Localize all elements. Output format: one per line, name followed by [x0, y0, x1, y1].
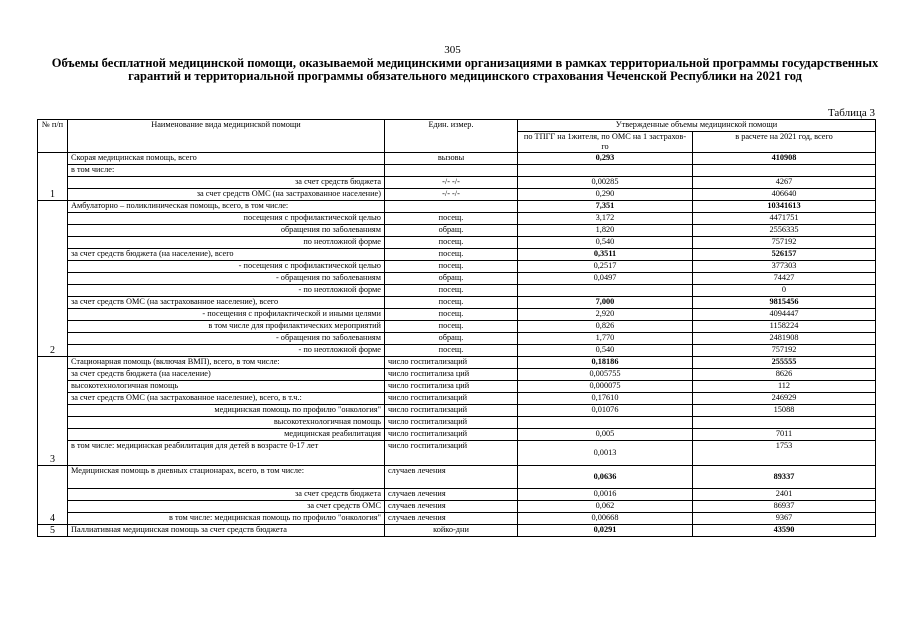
table-row [38, 213, 876, 225]
row-value-total: 7011 [693, 429, 876, 441]
row-name: в том числе: медицинская помощь по профилю "онкология" [68, 513, 385, 525]
row-name: медицинская реабилитация [68, 429, 385, 441]
row-value-per-capita: 0,005755 [518, 369, 693, 381]
row-unit: обращ. [385, 225, 518, 237]
table-row [38, 417, 876, 429]
table-row [38, 201, 876, 213]
row-value-total: 255555 [693, 357, 876, 369]
table-row [38, 309, 876, 321]
row-value-total: 1158224 [693, 321, 876, 333]
row-value-total: 406640 [693, 189, 876, 201]
row-name: обращения по заболеваниям [68, 225, 385, 237]
row-value-per-capita: 0,00668 [518, 513, 693, 525]
row-unit: число госпитализаций [385, 441, 518, 466]
row-value-total: 43590 [693, 525, 876, 537]
table-row [38, 501, 876, 513]
table-row [38, 177, 876, 189]
table-row [38, 261, 876, 273]
row-unit: число госпитализа ций [385, 369, 518, 381]
row-value-per-capita: 7,351 [518, 201, 693, 213]
header-num: № п/п [38, 120, 68, 153]
row-unit: случаев лечения [385, 489, 518, 501]
row-value-total: 757192 [693, 237, 876, 249]
document-title: Объемы бесплатной медицинской помощи, оказываемой медицинскими организациями в рамках территориальной программы государственных гарантий и территориальной программы обязательного медицинского страхования Чеченской Республики на 2021 год [51, 56, 879, 83]
table-row [38, 345, 876, 357]
row-value-total: 410908 [693, 153, 876, 165]
row-value-per-capita: 0,00285 [518, 177, 693, 189]
page-number: 305 [444, 44, 461, 56]
row-value-total: 10341613 [693, 201, 876, 213]
table-row [38, 513, 876, 525]
table-row [38, 489, 876, 501]
row-unit: число госпитализаций [385, 357, 518, 369]
table-row [38, 297, 876, 309]
row-name: Паллиативная медицинская помощь за счет средств бюджета [68, 525, 385, 537]
section-number: 3 [38, 357, 68, 466]
row-unit [385, 165, 518, 177]
row-unit: обращ. [385, 273, 518, 285]
row-value-total: 2556335 [693, 225, 876, 237]
row-name: за счет средств ОМС (на застрахованное население), всего [68, 297, 385, 309]
row-unit: посещ. [385, 237, 518, 249]
row-name: за счет средств бюджета (на население) [68, 369, 385, 381]
table-row [38, 153, 876, 165]
row-value-per-capita: 0,3511 [518, 249, 693, 261]
table-header-row [38, 120, 876, 132]
row-unit: обращ. [385, 333, 518, 345]
row-name: за счет средств ОМС (на застрахованное население) [68, 189, 385, 201]
section-number: 2 [38, 201, 68, 357]
row-name: - посещения с профилактической целью [68, 261, 385, 273]
row-value-per-capita: 0,01076 [518, 405, 693, 417]
row-value-per-capita: 0,18186 [518, 357, 693, 369]
row-value-per-capita: 2,920 [518, 309, 693, 321]
header-unit: Един. измер. [385, 120, 518, 153]
row-value-total: 9367 [693, 513, 876, 525]
row-value-per-capita [518, 417, 693, 429]
row-unit: посещ. [385, 285, 518, 297]
row-name: - обращения по заболеваниям [68, 333, 385, 345]
row-name: за счет средств бюджета (на население), всего [68, 249, 385, 261]
row-value-total: 2401 [693, 489, 876, 501]
row-value-per-capita: 0,0016 [518, 489, 693, 501]
row-unit: посещ. [385, 261, 518, 273]
row-value-total [693, 165, 876, 177]
table-row [38, 393, 876, 405]
row-name: Стационарная помощь (включая ВМП), всего, в том числе: [68, 357, 385, 369]
row-unit: число госпитализа ций [385, 381, 518, 393]
table-row [38, 165, 876, 177]
row-unit: число госпитализаций [385, 417, 518, 429]
header-volumes: Утвержденные объемы медицинской помощи [518, 120, 876, 132]
row-name: за счет средств ОМС [68, 501, 385, 513]
row-unit: посещ. [385, 345, 518, 357]
row-name: - по неотложной форме [68, 345, 385, 357]
row-name: медицинская помощь по профилю "онкология" [68, 405, 385, 417]
row-value-total: 377303 [693, 261, 876, 273]
row-value-total: 9815456 [693, 297, 876, 309]
row-unit: посещ. [385, 309, 518, 321]
row-value-per-capita: 0,540 [518, 237, 693, 249]
table-row [38, 333, 876, 345]
row-value-total: 4267 [693, 177, 876, 189]
row-unit: -/- -/- [385, 177, 518, 189]
table-row [38, 225, 876, 237]
table-row [38, 273, 876, 285]
row-value-total: 4094447 [693, 309, 876, 321]
section-number: 4 [38, 466, 68, 525]
table-label: Таблица 3 [827, 107, 875, 119]
table-row [38, 525, 876, 537]
row-value-total [693, 417, 876, 429]
row-name: в том числе: [68, 165, 385, 177]
row-value-per-capita: 0,17610 [518, 393, 693, 405]
table-row [38, 285, 876, 297]
row-name: высокотехнологичная помощь [68, 417, 385, 429]
row-value-total: 8626 [693, 369, 876, 381]
table-row [38, 249, 876, 261]
header-per-capita: по ТПГГ на 1жителя, по ОМС на 1 застрахов-го [518, 132, 693, 153]
row-value-per-capita: 0,290 [518, 189, 693, 201]
row-value-total: 15088 [693, 405, 876, 417]
row-value-per-capita: 0,0013 [518, 441, 693, 466]
header-total: в расчете на 2021 год, всего [693, 132, 876, 153]
row-name: в том числе: медицинская реабилитация для детей в возрасте 0-17 лет [68, 441, 385, 466]
row-value-per-capita [518, 165, 693, 177]
row-unit: посещ. [385, 297, 518, 309]
row-name: за счет средств ОМС (на застрахованное население), всего, в т.ч.: [68, 393, 385, 405]
header-name: Наименование вида медицинской помощи [68, 120, 385, 153]
row-unit: койко-дни [385, 525, 518, 537]
row-value-total: 526157 [693, 249, 876, 261]
row-value-total: 2481908 [693, 333, 876, 345]
section-number: 5 [38, 525, 68, 537]
row-value-total: 112 [693, 381, 876, 393]
row-unit: число госпитализаций [385, 429, 518, 441]
row-value-total: 74427 [693, 273, 876, 285]
row-value-per-capita: 0,000075 [518, 381, 693, 393]
row-value-per-capita: 0,062 [518, 501, 693, 513]
row-value-total: 246929 [693, 393, 876, 405]
row-unit [385, 201, 518, 213]
table-row [38, 369, 876, 381]
row-unit: посещ. [385, 249, 518, 261]
row-value-per-capita: 0,293 [518, 153, 693, 165]
row-unit: посещ. [385, 321, 518, 333]
row-name: - посещения с профилактической и иными целями [68, 309, 385, 321]
row-unit: вызовы [385, 153, 518, 165]
row-name: по неотложной форме [68, 237, 385, 249]
row-value-per-capita: 0,005 [518, 429, 693, 441]
row-name: - по неотложной форме [68, 285, 385, 297]
row-value-total: 89337 [693, 466, 876, 489]
row-value-total: 4471751 [693, 213, 876, 225]
row-name: высокотехнологичная помощь [68, 381, 385, 393]
row-name: Скорая медицинская помощь, всего [68, 153, 385, 165]
table-row [38, 405, 876, 417]
table-row [38, 237, 876, 249]
volumes-table [37, 119, 876, 537]
row-unit: -/- -/- [385, 189, 518, 201]
section-number: 1 [38, 153, 68, 201]
table-row [38, 357, 876, 369]
row-unit: число госпитализаций [385, 405, 518, 417]
table-row [38, 466, 876, 489]
row-name: за счет средств бюджета [68, 489, 385, 501]
row-unit: посещ. [385, 213, 518, 225]
row-value-per-capita: 0,0636 [518, 466, 693, 489]
row-name: Амбулаторно – поликлиническая помощь, всего, в том числе: [68, 201, 385, 213]
row-value-per-capita: 1,770 [518, 333, 693, 345]
row-name: Медицинская помощь в дневных стационарах, всего, в том числе: [68, 466, 385, 489]
table-row [38, 321, 876, 333]
row-value-total: 757192 [693, 345, 876, 357]
row-value-per-capita: 3,172 [518, 213, 693, 225]
row-name: посещения с профилактической целью [68, 213, 385, 225]
row-unit: случаев лечения [385, 466, 518, 489]
row-value-per-capita: 1,820 [518, 225, 693, 237]
row-value-per-capita [518, 285, 693, 297]
table-row [38, 189, 876, 201]
row-unit: случаев лечения [385, 501, 518, 513]
table-row [38, 441, 876, 466]
row-value-per-capita: 0,0291 [518, 525, 693, 537]
row-value-total: 0 [693, 285, 876, 297]
row-value-total: 1753 [693, 441, 876, 466]
row-value-per-capita: 0,826 [518, 321, 693, 333]
row-name: за счет средств бюджета [68, 177, 385, 189]
row-value-per-capita: 0,2517 [518, 261, 693, 273]
row-value-per-capita: 7,000 [518, 297, 693, 309]
row-name: в том числе для профилактических мероприятий [68, 321, 385, 333]
row-value-per-capita: 0,540 [518, 345, 693, 357]
table-row [38, 381, 876, 393]
row-value-total: 86937 [693, 501, 876, 513]
row-unit: случаев лечения [385, 513, 518, 525]
row-name: - обращения по заболеваниям [68, 273, 385, 285]
row-unit: число госпитализаций [385, 393, 518, 405]
row-value-per-capita: 0,0497 [518, 273, 693, 285]
table-row [38, 429, 876, 441]
